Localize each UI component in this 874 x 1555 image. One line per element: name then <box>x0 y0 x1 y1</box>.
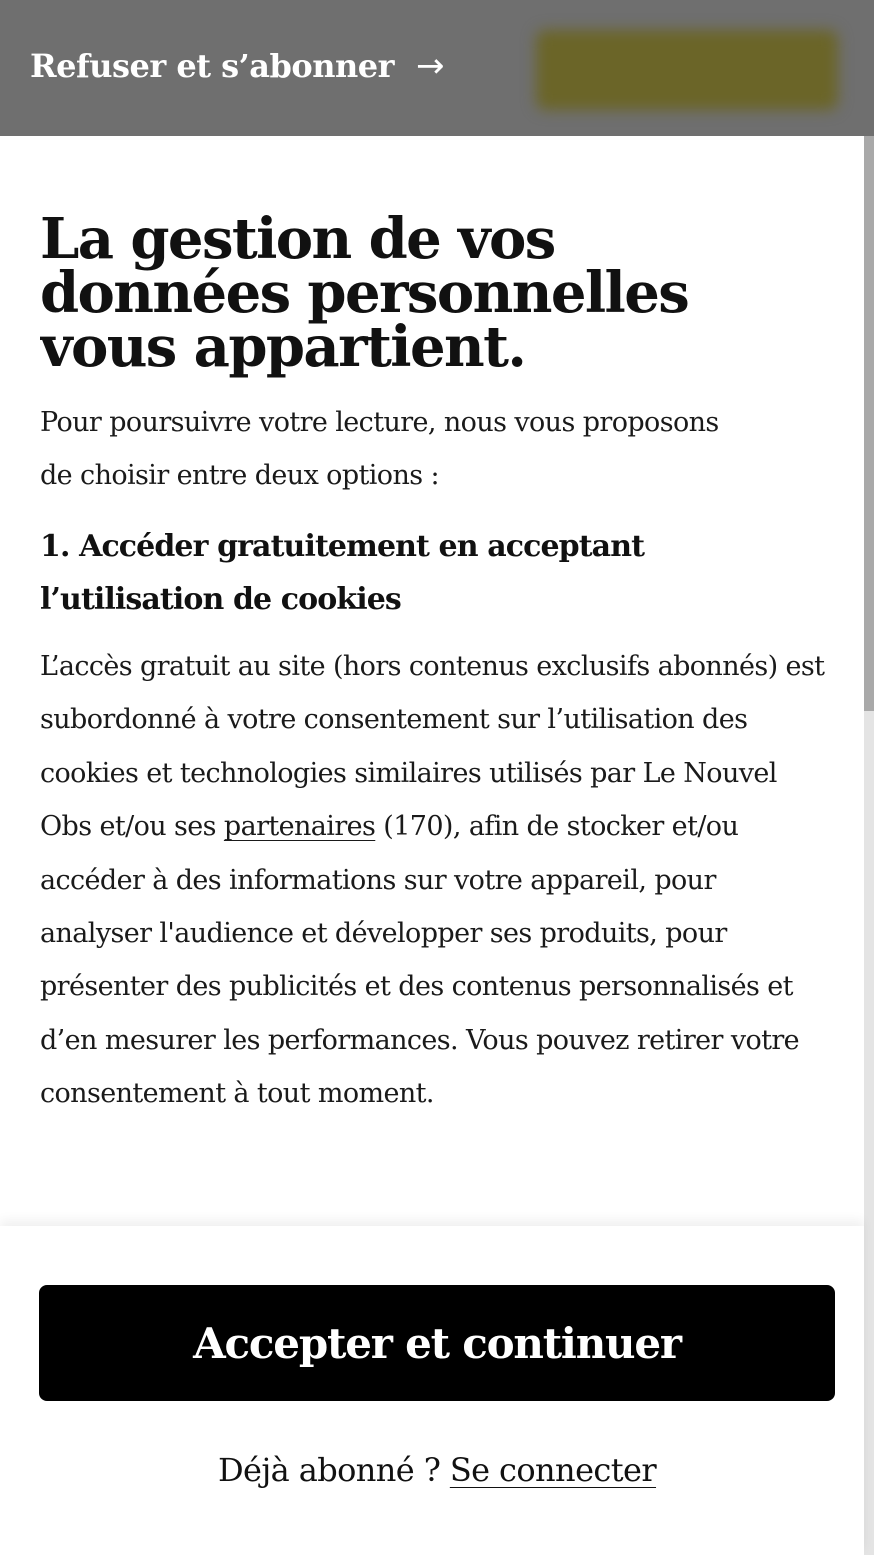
top-bar <box>0 0 874 136</box>
already-subscribed-text: Déjà abonné ? <box>217 1451 450 1489</box>
blurred-subscribe-button <box>536 30 838 110</box>
accept-and-continue-button[interactable]: Accepter et continuer <box>39 1285 835 1401</box>
partners-link[interactable]: partenaires <box>223 811 376 843</box>
consent-footer <box>0 1226 864 1555</box>
login-link[interactable]: Se connecter <box>449 1451 657 1489</box>
option-1-text-before: L’accès gratuit au site (hors contenus exclusifs abonnés) est subordonné à votre consentement sur l’utilisation des cookies et technologies similaires utilisés par Le Nouvel Obs et/ou ses <box>40 651 825 843</box>
refuse-and-subscribe-label: Refuser et s’abonner <box>30 47 394 85</box>
option-1-text <box>40 640 830 1121</box>
option-1-title: 1. Accéder gratuitement en acceptant l’utilisation de cookies <box>40 529 645 617</box>
refuse-and-subscribe-link[interactable] <box>30 40 444 92</box>
scrollbar-thumb[interactable] <box>864 136 874 711</box>
consent-content <box>40 136 840 1226</box>
intro-text: Pour poursuivre votre lecture, nous vous proposons de choisir entre deux options : <box>40 407 719 491</box>
already-subscribed-row <box>0 1451 874 1489</box>
page-title: La gestion de vos données personnelles vous appartient. <box>40 206 689 380</box>
option-1-text-after: (170), afin de stocker et/ou accéder à des informations sur votre appareil, pour analyser l'audience et développer ses produits, pour présenter des publicités et des contenus personnalisés et d’en mesurer les performances. Vous pouvez retirer votre consentement à tout moment. <box>40 811 800 1110</box>
arrow-right-icon: → <box>416 46 444 86</box>
